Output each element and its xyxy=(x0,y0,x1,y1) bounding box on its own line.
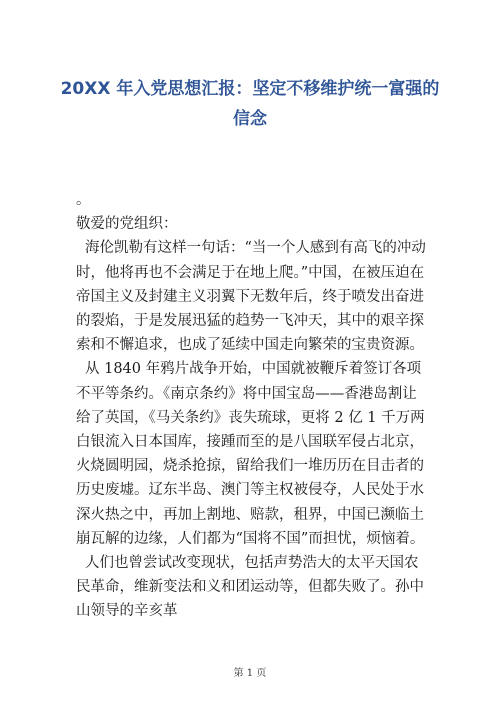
stray-punctuation: 。 xyxy=(76,192,91,208)
body-paragraph-2: 从 1840 年鸦片战争开始，中国就被鞭斥着签订各项不平等条约。《南京条约》将中国宝岛——香港岛割让给了英国，《马关条约》丧失琉球，更将 2 亿 1 千万两白银流入日本国库，接踵而至的是八国联军侵占北京，火烧圆明园，烧杀抢掠，留给我们一堆历历在目击者的历史废墟。辽东半岛、澳门等主权被侵夺，人民处于水深火热之中，再加上割地、赔款，租界，中国已濒临土崩瓦解的边缘，人们都为“国将不国”而担忧，烦恼着。 xyxy=(76,361,425,547)
salutation: 敬爱的党组织： xyxy=(76,216,178,233)
page-number-footer: 第 1 页 xyxy=(233,668,267,679)
body-paragraph-3: 人们也曾尝试改变现状，包括声势浩大的太平天国农民革命，维新变法和义和团运动等，但都失败了。孙中山领导的辛亥革 xyxy=(76,555,424,620)
document-title: 20XX 年入党思想汇报：坚定不移维护统一富强的信念 xyxy=(60,79,440,129)
body-paragraph-1: 海伦凯勒有这样一句话：“当一个人感到有高飞的冲动时，他将再也不会满足于在地上爬。”中国，在被压迫在帝国主义及封建主义羽翼下无数年后，终于喷发出奋进的裂焰，于是发展迅猛的趋势一飞冲天，其中的艰辛探索和不懈追求，也成了延续中国走向繁荣的宝贵资源。 xyxy=(76,240,426,354)
document-body xyxy=(76,188,428,624)
